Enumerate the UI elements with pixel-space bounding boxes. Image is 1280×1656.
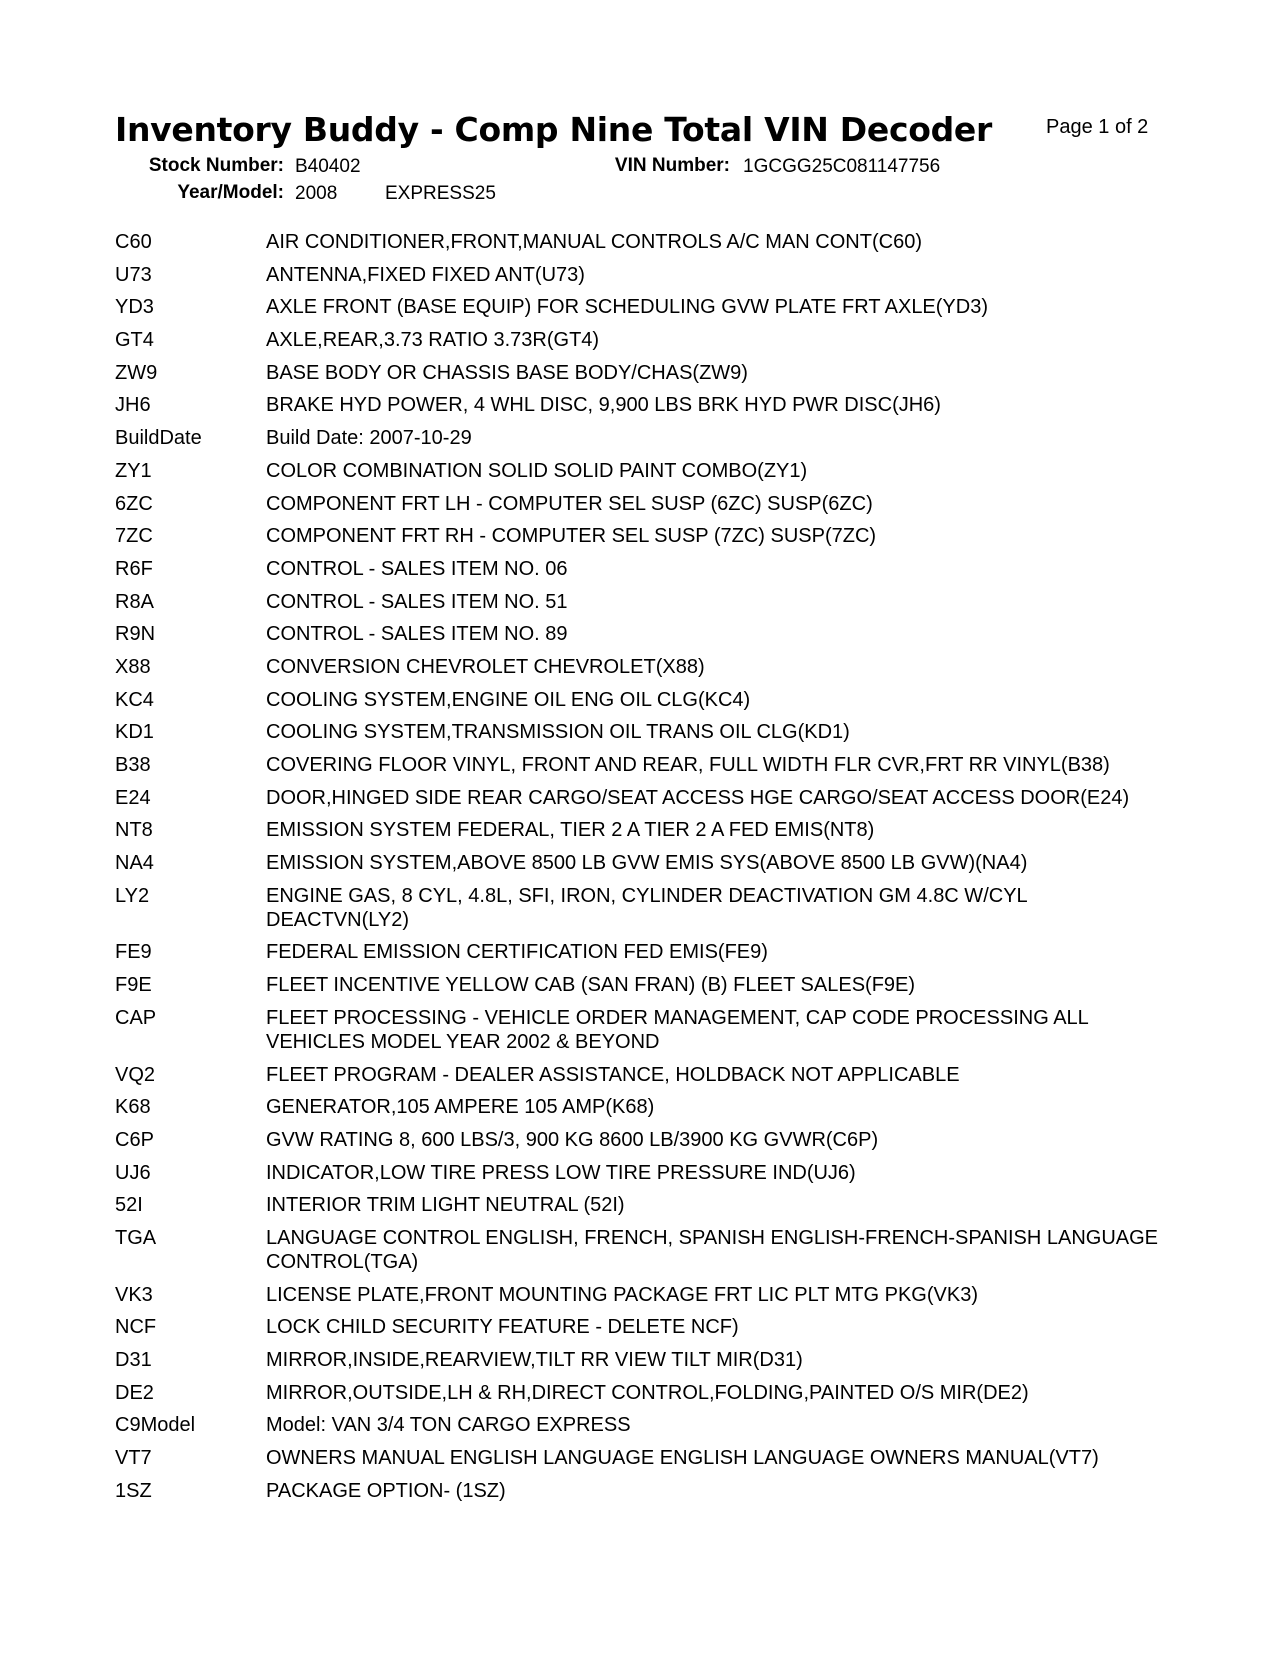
option-description: FLEET PROCESSING - VEHICLE ORDER MANAGEMENT, CAP CODE PROCESSING ALL VEHICLES MODEL YEAR 2002 & BEYOND xyxy=(266,1006,1089,1053)
option-code: KC4 xyxy=(115,688,154,711)
option-code: 6ZC xyxy=(115,492,153,515)
option-row xyxy=(115,851,1175,875)
option-code: LY2 xyxy=(115,884,150,907)
option-row xyxy=(115,426,1175,450)
vin-label: VIN Number: xyxy=(614,155,730,176)
option-row xyxy=(115,393,1175,417)
option-row xyxy=(115,1381,1175,1405)
option-description: FLEET INCENTIVE YELLOW CAB (SAN FRAN) (B) FLEET SALES(F9E) xyxy=(266,974,916,997)
option-description: FLEET PROGRAM - DEALER ASSISTANCE, HOLDBACK NOT APPLICABLE xyxy=(266,1063,960,1086)
option-code: X88 xyxy=(115,655,151,678)
option-code: ZW9 xyxy=(115,361,158,384)
option-description: BASE BODY OR CHASSIS BASE BODY/CHAS(ZW9) xyxy=(266,361,748,384)
option-description: FEDERAL EMISSION CERTIFICATION FED EMIS(FE9) xyxy=(266,941,768,964)
option-code: VK3 xyxy=(115,1283,153,1306)
vin-value: 1GCGG25C081147756 xyxy=(743,156,941,177)
option-code: FE9 xyxy=(115,941,152,964)
option-description: COMPONENT FRT RH - COMPUTER SEL SUSP (7ZC) SUSP(7ZC) xyxy=(266,525,877,548)
option-row xyxy=(115,720,1175,744)
option-row xyxy=(115,590,1175,614)
option-row xyxy=(115,1226,1175,1274)
option-description: GVW RATING 8, 600 LBS/3, 900 KG 8600 LB/3900 KG GVWR(C6P) xyxy=(266,1128,879,1151)
option-row xyxy=(115,884,1175,932)
option-row xyxy=(115,688,1175,712)
option-row xyxy=(115,1063,1175,1087)
option-row xyxy=(115,1479,1175,1503)
option-row xyxy=(115,1161,1175,1185)
option-row xyxy=(115,1193,1175,1217)
option-code: 52I xyxy=(115,1194,143,1217)
year-model-label: Year/Model: xyxy=(177,182,284,203)
option-row xyxy=(115,1446,1175,1470)
option-code: D31 xyxy=(115,1349,152,1371)
option-row xyxy=(115,1413,1175,1437)
option-description: COOLING SYSTEM,TRANSMISSION OIL TRANS OIL CLG(KD1) xyxy=(266,721,850,744)
option-description: COVERING FLOOR VINYL, FRONT AND REAR, FULL WIDTH FLR CVR,FRT RR VINYL(B38) xyxy=(266,754,1110,776)
option-description: Model: VAN 3/4 TON CARGO EXPRESS xyxy=(266,1414,631,1437)
option-code: E24 xyxy=(115,786,151,809)
option-code: DE2 xyxy=(115,1381,154,1404)
option-description: ANTENNA,FIXED FIXED ANT(U73) xyxy=(266,263,585,286)
option-code: NA4 xyxy=(115,852,154,875)
option-description: INDICATOR,LOW TIRE PRESS LOW TIRE PRESSURE IND(UJ6) xyxy=(266,1161,856,1184)
option-code: C60 xyxy=(115,231,152,253)
option-row xyxy=(115,295,1175,319)
option-row xyxy=(115,361,1175,385)
option-code: B38 xyxy=(115,754,151,776)
option-description: COLOR COMBINATION SOLID SOLID PAINT COMBO(ZY1) xyxy=(266,459,808,482)
option-code: KD1 xyxy=(115,721,154,744)
option-code: R8A xyxy=(115,590,154,613)
option-row xyxy=(115,1283,1175,1307)
option-row xyxy=(115,1006,1175,1054)
option-description: EMISSION SYSTEM FEDERAL, TIER 2 A TIER 2 A FED EMIS(NT8) xyxy=(266,819,875,842)
option-code: NCF xyxy=(115,1316,157,1339)
option-description: CONTROL - SALES ITEM NO. 89 xyxy=(266,623,568,646)
option-row xyxy=(115,230,1175,254)
option-row xyxy=(115,1128,1175,1152)
option-row xyxy=(115,655,1175,679)
option-description: DOOR,HINGED SIDE REAR CARGO/SEAT ACCESS HGE CARGO/SEAT ACCESS DOOR(E24) xyxy=(266,786,1130,809)
option-code: TGA xyxy=(115,1226,157,1249)
option-row xyxy=(115,622,1175,646)
option-description: AXLE FRONT (BASE EQUIP) FOR SCHEDULING GVW PLATE FRT AXLE(YD3) xyxy=(266,296,989,319)
option-code: JH6 xyxy=(115,394,151,417)
option-row xyxy=(115,459,1175,483)
option-description: GENERATOR,105 AMPERE 105 AMP(K68) xyxy=(266,1096,655,1119)
option-code: VQ2 xyxy=(115,1063,156,1086)
option-code: BuildDate xyxy=(115,427,202,450)
option-code: 1SZ xyxy=(115,1479,152,1502)
option-row xyxy=(115,524,1175,548)
option-row xyxy=(115,818,1175,842)
option-code: U73 xyxy=(115,263,152,286)
page-indicator: Page 1 of 2 xyxy=(1046,116,1149,138)
option-description: LOCK CHILD SECURITY FEATURE - DELETE NCF) xyxy=(266,1316,739,1339)
option-row xyxy=(115,492,1175,516)
option-row xyxy=(115,940,1175,964)
page-title: Inventory Buddy - Comp Nine Total VIN Decoder xyxy=(115,110,992,149)
option-description: PACKAGE OPTION- (1SZ) xyxy=(266,1479,506,1502)
option-row xyxy=(115,786,1175,810)
option-code: GT4 xyxy=(115,329,154,352)
option-row xyxy=(115,753,1175,777)
option-row xyxy=(115,1348,1175,1372)
option-description: BRAKE HYD POWER, 4 WHL DISC, 9,900 LBS BRK HYD PWR DISC(JH6) xyxy=(266,394,941,417)
option-code: F9E xyxy=(115,974,152,997)
option-code: ZY1 xyxy=(115,459,152,482)
option-row xyxy=(115,557,1175,581)
year-value: 2008 xyxy=(295,183,338,204)
option-code: NT8 xyxy=(115,819,153,842)
option-row xyxy=(115,1095,1175,1119)
option-description: INTERIOR TRIM LIGHT NEUTRAL (52I) xyxy=(266,1194,625,1217)
option-row xyxy=(115,328,1175,352)
option-code: YD3 xyxy=(115,296,154,319)
option-code: C9Model xyxy=(115,1414,196,1437)
option-description: COOLING SYSTEM,ENGINE OIL ENG OIL CLG(KC4) xyxy=(266,688,751,711)
option-description: AXLE,REAR,3.73 RATIO 3.73R(GT4) xyxy=(266,329,600,352)
option-description: AIR CONDITIONER,FRONT,MANUAL CONTROLS A/C MAN CONT(C60) xyxy=(266,231,922,253)
option-row xyxy=(115,263,1175,287)
option-description: MIRROR,INSIDE,REARVIEW,TILT RR VIEW TILT MIR(D31) xyxy=(266,1349,803,1371)
option-description: MIRROR,OUTSIDE,LH & RH,DIRECT CONTROL,FOLDING,PAINTED O/S MIR(DE2) xyxy=(266,1381,1029,1404)
option-code-list xyxy=(115,230,1175,1511)
option-code: K68 xyxy=(115,1096,151,1119)
option-description: CONVERSION CHEVROLET CHEVROLET(X88) xyxy=(266,655,705,678)
option-code: CAP xyxy=(115,1006,157,1029)
option-row xyxy=(115,1315,1175,1339)
option-code: R6F xyxy=(115,557,153,580)
option-code: VT7 xyxy=(115,1447,152,1470)
option-description: Build Date: 2007-10-29 xyxy=(266,427,472,450)
option-description: LANGUAGE CONTROL ENGLISH, FRENCH, SPANISH ENGLISH-FRENCH-SPANISH LANGUAGE CONTROL(TGA) xyxy=(266,1226,1159,1273)
option-row xyxy=(115,973,1175,997)
option-code: UJ6 xyxy=(115,1161,151,1184)
option-description: OWNERS MANUAL ENGLISH LANGUAGE ENGLISH LANGUAGE OWNERS MANUAL(VT7) xyxy=(266,1447,1099,1470)
option-description: LICENSE PLATE,FRONT MOUNTING PACKAGE FRT LIC PLT MTG PKG(VK3) xyxy=(266,1283,978,1306)
stock-number-label: Stock Number: xyxy=(148,155,284,176)
option-code: 7ZC xyxy=(115,525,153,548)
option-description: CONTROL - SALES ITEM NO. 51 xyxy=(266,590,568,613)
option-code: R9N xyxy=(115,623,156,646)
option-description: COMPONENT FRT LH - COMPUTER SEL SUSP (6ZC) SUSP(6ZC) xyxy=(266,492,873,515)
option-description: EMISSION SYSTEM,ABOVE 8500 LB GVW EMIS SYS(ABOVE 8500 LB GVW)(NA4) xyxy=(266,852,1028,875)
option-description: CONTROL - SALES ITEM NO. 06 xyxy=(266,557,568,580)
option-description: ENGINE GAS, 8 CYL, 4.8L, SFI, IRON, CYLINDER DEACTIVATION GM 4.8C W/CYL DEACTVN(LY2) xyxy=(266,884,1027,931)
model-value: EXPRESS25 xyxy=(385,183,496,204)
stock-number-value: B40402 xyxy=(295,156,361,177)
option-code: C6P xyxy=(115,1128,154,1151)
